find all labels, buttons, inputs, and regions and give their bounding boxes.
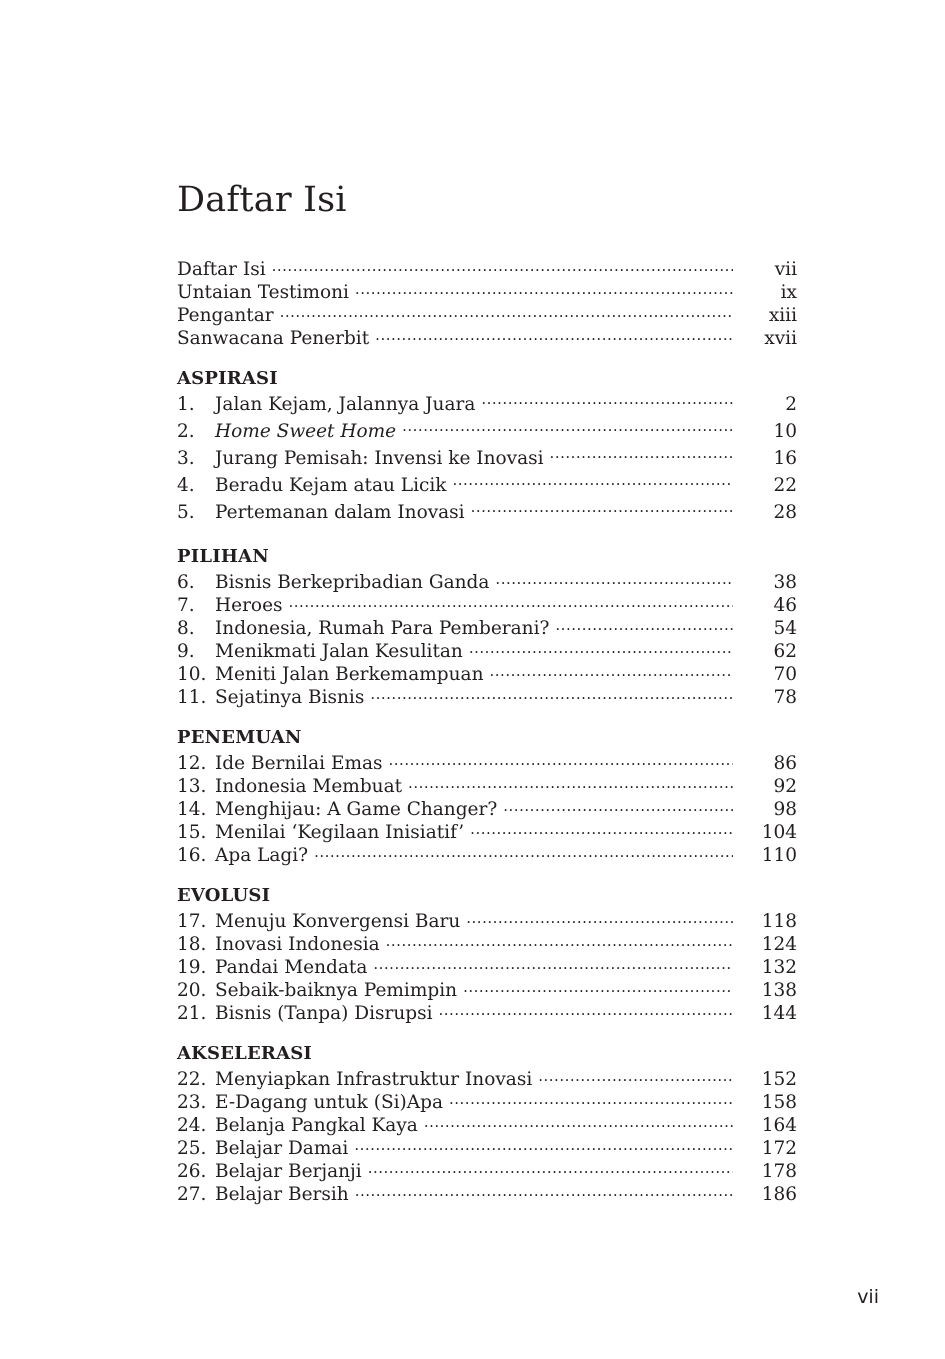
toc-entry-page: 78	[773, 686, 797, 708]
section-spacer	[177, 707, 797, 726]
toc-entry[interactable]	[177, 750, 797, 773]
toc-entry[interactable]	[177, 472, 797, 499]
dot-leader	[503, 796, 733, 815]
dot-leader	[490, 661, 733, 680]
toc-entry-title: Belanja Pangkal Kaya	[215, 1114, 418, 1136]
toc-entry-number: 21.	[177, 1002, 207, 1024]
toc-entry-title: Jalan Kejam, Jalannya Juara	[215, 394, 476, 415]
toc-entry-page: 16	[773, 448, 797, 469]
toc-section	[177, 726, 797, 865]
toc-entry-title: Jurang Pemisah: Invensi ke Inovasi	[215, 448, 544, 469]
toc-entry-number: 6.	[177, 571, 195, 593]
toc-section	[177, 367, 797, 526]
dot-leader	[370, 684, 733, 703]
toc-entry-page: 86	[773, 752, 797, 774]
toc-entry[interactable]	[177, 1066, 797, 1089]
toc-entry-page: 172	[761, 1137, 797, 1159]
toc-entry-title: Apa Lagi?	[215, 844, 309, 866]
toc-entry[interactable]	[177, 615, 797, 638]
dot-leader	[466, 908, 733, 927]
toc-entry-title: Menyiapkan Infrastruktur Inovasi	[215, 1068, 533, 1090]
toc-entry-page: 138	[761, 979, 797, 1001]
dot-leader	[386, 931, 733, 950]
toc-entry-page: xvii	[764, 327, 797, 349]
toc-entry[interactable]	[177, 302, 797, 325]
toc-entry-number: 18.	[177, 933, 207, 955]
toc-entry-page: 70	[773, 663, 797, 685]
toc-entry-page: 28	[773, 502, 797, 523]
dot-leader	[408, 773, 733, 792]
toc-entry[interactable]	[177, 842, 797, 865]
dot-leader	[449, 1089, 733, 1108]
toc-entry-page: 38	[773, 571, 797, 593]
toc-entry-number: 19.	[177, 956, 207, 978]
toc-entry-title: Bisnis Berkepribadian Ganda	[215, 571, 490, 593]
toc-entry[interactable]	[177, 773, 797, 796]
toc-entry-number: 15.	[177, 821, 207, 843]
toc-entry[interactable]	[177, 819, 797, 842]
toc-entry-number: 7.	[177, 594, 195, 616]
page-number: vii	[857, 1286, 879, 1308]
toc-entry-number: 8.	[177, 617, 195, 639]
toc-entry-title: Menilai ‘Kegilaan Inisiatif’	[215, 821, 465, 843]
toc-entry[interactable]	[177, 1089, 797, 1112]
toc-entry[interactable]	[177, 592, 797, 615]
toc-entry-number: 17.	[177, 910, 207, 932]
toc-section	[177, 1042, 797, 1204]
page-title: Daftar Isi	[177, 180, 347, 220]
toc-entry-page: 164	[761, 1114, 797, 1136]
toc-entry-title: Meniti Jalan Berkemampuan	[215, 663, 484, 685]
toc-entry[interactable]	[177, 1135, 797, 1158]
toc-entry-number: 27.	[177, 1183, 207, 1205]
toc-entry[interactable]	[177, 931, 797, 954]
toc-section	[177, 545, 797, 707]
toc-entry-page: 158	[761, 1091, 797, 1113]
toc-entry[interactable]	[177, 279, 797, 302]
toc-entry-title: Indonesia, Rumah Para Pemberani?	[215, 617, 550, 639]
toc-entry-page: 92	[773, 775, 797, 797]
dot-leader	[368, 1158, 733, 1177]
toc-entry[interactable]	[177, 1158, 797, 1181]
toc-entry[interactable]	[177, 977, 797, 1000]
dot-leader	[389, 750, 733, 769]
section-heading: ASPIRASI	[177, 368, 278, 389]
toc-entry[interactable]	[177, 954, 797, 977]
toc-entry-number: 12.	[177, 752, 207, 774]
toc-entry[interactable]	[177, 908, 797, 931]
dot-leader	[314, 842, 733, 861]
toc-entry-page: 22	[773, 475, 797, 496]
section-heading: PENEMUAN	[177, 727, 302, 748]
toc-entry-number: 16.	[177, 844, 207, 866]
toc-entry[interactable]	[177, 1112, 797, 1135]
dot-leader	[481, 392, 733, 411]
toc-entry-title: Pertemanan dalam Inovasi	[215, 502, 465, 523]
toc-entry-number: 23.	[177, 1091, 207, 1113]
toc-entry[interactable]	[177, 569, 797, 592]
toc-entry-number: 3.	[177, 448, 195, 469]
dot-leader	[538, 1066, 733, 1085]
toc-entry-page: vii	[774, 258, 797, 280]
toc-entry-title: Beradu Kejam atau Licik	[215, 475, 447, 496]
dot-leader	[470, 819, 733, 838]
toc-entry-number: 2.	[177, 421, 195, 442]
toc-entry-title: Menikmati Jalan Kesulitan	[215, 640, 463, 662]
toc-entry[interactable]	[177, 325, 797, 348]
toc-entry-number: 4.	[177, 475, 195, 496]
dot-leader	[453, 473, 734, 492]
toc-entry-number: 24.	[177, 1114, 207, 1136]
toc-entry[interactable]	[177, 499, 797, 526]
toc-entry-page: 54	[773, 617, 797, 639]
dot-leader	[354, 1135, 733, 1154]
section-spacer	[177, 526, 797, 545]
toc-entry-page: 178	[761, 1160, 797, 1182]
dot-leader	[375, 325, 733, 344]
toc-entry-page: 62	[773, 640, 797, 662]
dot-leader	[469, 638, 733, 657]
dot-leader	[439, 1000, 733, 1019]
toc-entry-number: 10.	[177, 663, 207, 685]
section-spacer	[177, 348, 797, 367]
toc-entry-number: 11.	[177, 686, 207, 708]
dot-leader	[355, 1181, 733, 1200]
toc-entry[interactable]	[177, 391, 797, 418]
toc-entry-title: Daftar Isi	[177, 258, 266, 280]
toc-entry-page: 118	[761, 910, 797, 932]
dot-leader	[424, 1112, 733, 1131]
dot-leader	[289, 592, 733, 611]
toc-entry-title: Menghijau: A Game Changer?	[215, 798, 498, 820]
toc-entry-title: Sejatinya Bisnis	[215, 686, 365, 708]
toc-entry-title: Belajar Damai	[215, 1137, 349, 1159]
section-spacer	[177, 865, 797, 884]
toc-entry[interactable]	[177, 418, 797, 445]
toc-entry-page: 132	[761, 956, 797, 978]
toc-entry-number: 5.	[177, 502, 195, 523]
toc-entry-title: Pengantar	[177, 304, 274, 326]
toc-entry-title: Indonesia Membuat	[215, 775, 403, 797]
section-spacer	[177, 1023, 797, 1042]
toc-entry-page: 152	[761, 1068, 797, 1090]
toc-entry-title: Ide Bernilai Emas	[215, 752, 383, 774]
toc-entry-page: 98	[773, 798, 797, 820]
toc-entry-title: Belajar Berjanji	[215, 1160, 362, 1182]
toc-entry-title: Menuju Konvergensi Baru	[215, 910, 461, 932]
dot-leader	[402, 419, 733, 438]
toc-entry-page: 104	[761, 821, 797, 843]
toc-entry[interactable]	[177, 684, 797, 707]
toc-entry[interactable]	[177, 1181, 797, 1204]
toc-entry[interactable]	[177, 796, 797, 819]
toc-entry-page: xiii	[768, 304, 797, 326]
toc-entry-title: Sanwacana Penerbit	[177, 327, 370, 349]
toc-entry[interactable]	[177, 1000, 797, 1023]
dot-leader	[495, 569, 733, 588]
toc-entry-title: Untaian Testimoni	[177, 281, 349, 303]
toc-entry-title: Home Sweet Home	[215, 421, 397, 442]
toc-entry-number: 14.	[177, 798, 207, 820]
front-matter-list	[177, 256, 797, 348]
toc-entry-title: Sebaik-baiknya Pemimpin	[215, 979, 458, 1001]
toc-entry[interactable]	[177, 638, 797, 661]
toc-entry[interactable]	[177, 445, 797, 472]
toc-entry-number: 1.	[177, 394, 195, 415]
toc-entry-page: ix	[780, 281, 797, 303]
table-of-contents	[177, 256, 797, 1204]
toc-entry-page: 2	[785, 394, 797, 415]
toc-entry-page: 46	[773, 594, 797, 616]
dot-leader	[280, 302, 733, 321]
toc-entry-title: Heroes	[215, 594, 283, 616]
section-heading: AKSELERASI	[177, 1043, 313, 1064]
toc-entry-page: 186	[761, 1183, 797, 1205]
toc-entry-page: 110	[761, 844, 797, 866]
dot-leader	[373, 954, 733, 973]
toc-entry-page: 124	[761, 933, 797, 955]
dot-leader	[355, 279, 733, 298]
toc-entry-title: E-Dagang untuk (Si)Apa	[215, 1091, 443, 1113]
toc-entry-page: 144	[761, 1002, 797, 1024]
toc-entry-title: Pandai Mendata	[215, 956, 368, 978]
toc-entry-number: 25.	[177, 1137, 207, 1159]
dot-leader	[463, 977, 733, 996]
toc-entry-title: Inovasi Indonesia	[215, 933, 380, 955]
toc-entry-number: 22.	[177, 1068, 207, 1090]
section-heading: EVOLUSI	[177, 885, 271, 906]
toc-entry[interactable]	[177, 661, 797, 684]
toc-entry-number: 20.	[177, 979, 207, 1001]
section-heading: PILIHAN	[177, 546, 269, 567]
toc-entry[interactable]	[177, 256, 797, 279]
toc-entry-number: 13.	[177, 775, 207, 797]
toc-entry-number: 26.	[177, 1160, 207, 1182]
dot-leader	[555, 615, 733, 634]
toc-entry-number: 9.	[177, 640, 195, 662]
toc-entry-page: 10	[773, 421, 797, 442]
dot-leader	[272, 256, 733, 275]
toc-entry-title: Bisnis (Tanpa) Disrupsi	[215, 1002, 433, 1024]
dot-leader	[550, 446, 733, 465]
dot-leader	[471, 500, 733, 519]
toc-entry-title: Belajar Bersih	[215, 1183, 349, 1205]
toc-section	[177, 884, 797, 1023]
